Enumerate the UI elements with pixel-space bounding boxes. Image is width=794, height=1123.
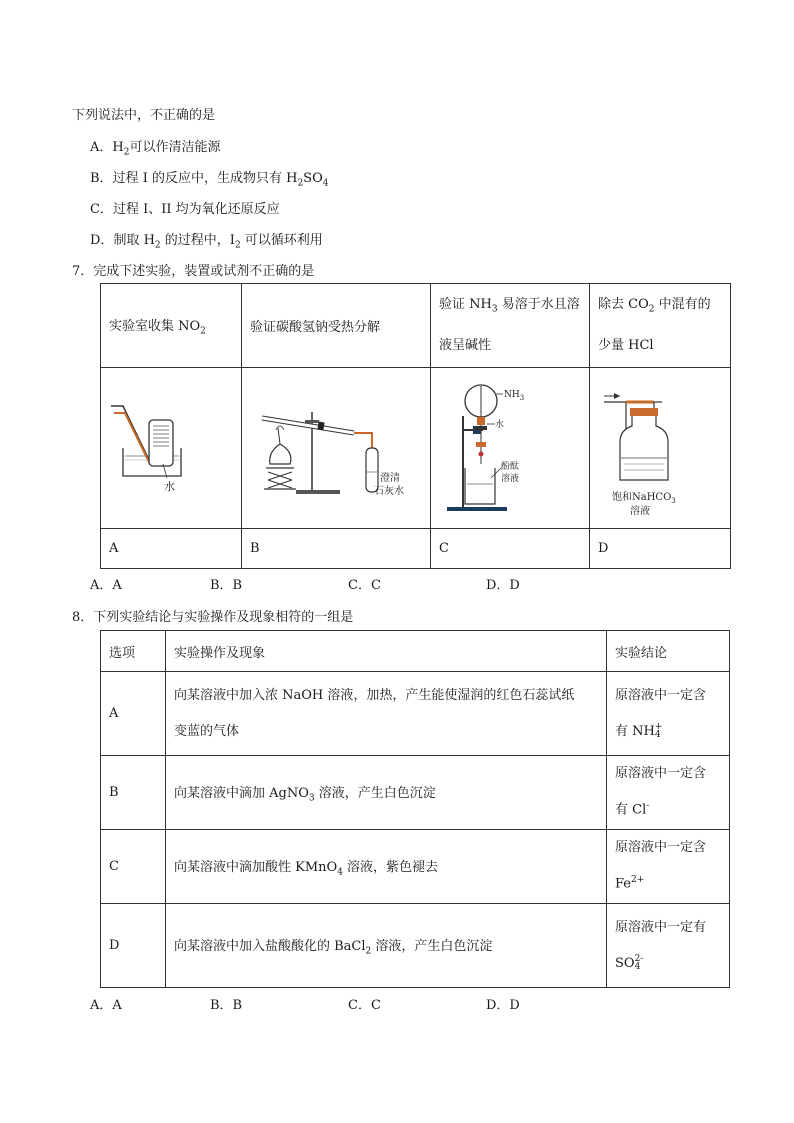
q6-option-b: B．过程 I 的反应中，生成物只有 $H_2SO_4$ <box>90 171 329 189</box>
q7-answer-c[interactable]: C．C <box>348 578 381 593</box>
label-water-a: 水 <box>164 480 175 493</box>
nahco3-decomposition-apparatus <box>242 368 430 524</box>
no2-collection-apparatus <box>101 368 241 524</box>
q7-header-d: 除去 $CO_2$ 中混有的 少量 HCl <box>590 284 731 368</box>
q7-letter-b: B <box>242 529 431 569</box>
q7-answer-a[interactable]: A．A <box>90 578 122 593</box>
q6-stem: 下列说法中，不正确的是 <box>72 108 216 123</box>
label-saturated-nahco3: 饱和NaHCO$_3$ <box>612 492 676 505</box>
label-solution-d: 溶液 <box>630 506 650 517</box>
q8-row-b-option: B <box>101 756 166 830</box>
gas-washing-bottle <box>590 368 730 524</box>
table-row <box>101 830 730 904</box>
q8-answer-a[interactable]: A．A <box>90 998 122 1013</box>
q8-row-d-conclusion: 原溶液中一定有 SO2- 4 <box>607 904 730 988</box>
q8-row-a-operation: 向某溶液中加入浓 NaOH 溶液，加热，产生能使湿润的红色石蕊试纸 变蓝的气体 <box>166 672 607 756</box>
q8-header-conclusion: 实验结论 <box>607 631 730 672</box>
q8-row-d-operation: 向某溶液中加入盐酸酸化的 BaCl$_2$ 溶液，产生白色沉淀 <box>166 904 607 988</box>
q7-letter-a: A <box>101 529 242 569</box>
q8-answer-b[interactable]: B．B <box>210 998 243 1013</box>
q7-letter-d: D <box>590 529 731 569</box>
q8-answer-c[interactable]: C．C <box>348 998 381 1013</box>
q8-row-a-option: A <box>101 672 166 756</box>
q7-table <box>100 283 731 569</box>
q8-stem: 8．下列实验结论与实验操作及现象相符的一组是 <box>72 610 354 625</box>
label-phenolphthalein-1: 酚酞 <box>501 462 520 472</box>
label-nh3: $NH_3$ <box>504 390 525 402</box>
q8-row-c-operation: 向某溶液中滴加酸性 KMnO$_4$ 溶液，紫色褪去 <box>166 830 607 904</box>
q8-header-option: 选项 <box>101 631 166 672</box>
q7-answer-b[interactable]: B．B <box>210 578 243 593</box>
q8-row-b-operation: 向某溶液中滴加 AgNO$_3$ 溶液，产生白色沉淀 <box>166 756 607 830</box>
q7-header-a: 实验室收集 $NO_2$ <box>101 284 242 368</box>
q7-stem: 7．完成下述实验，装置或试剂不正确的是 <box>72 264 315 279</box>
q6-option-c: C．过程 I、II 均为氧化还原反应 <box>90 202 280 217</box>
q7-figure-b <box>242 368 431 529</box>
label-phenolphthalein-2: 溶液 <box>501 474 520 484</box>
q7-figure-c <box>431 368 590 529</box>
q8-answer-d[interactable]: D．D <box>486 998 520 1013</box>
q6-option-a: A．$H_2$可以作清洁能源 <box>90 140 221 158</box>
table-row <box>101 756 730 830</box>
q8-row-c-option: C <box>101 830 166 904</box>
q8-header-operation: 实验操作及现象 <box>166 631 607 672</box>
q8-row-b-conclusion: 原溶液中一定含 有 Cl- <box>607 756 730 830</box>
table-row <box>101 904 730 988</box>
q8-row-d-option: D <box>101 904 166 988</box>
q8-row-a-conclusion: 原溶液中一定含 有 NH+ 4 <box>607 672 730 756</box>
label-water-c: 水 <box>495 420 505 430</box>
ammonia-fountain-apparatus <box>431 368 589 524</box>
q7-answer-d[interactable]: D．D <box>486 578 520 593</box>
q7-figure-d <box>590 368 731 529</box>
label-limewater-2: 石灰水 <box>374 486 404 497</box>
q8-row-c-conclusion: 原溶液中一定含 $Fe^{2+}$ <box>607 830 730 904</box>
q8-table <box>100 630 730 988</box>
q6-option-d: D．制取 $H_2$ 的过程中，$I_2$ 可以循环利用 <box>90 233 323 251</box>
q7-figure-a <box>101 368 242 529</box>
q7-header-b: 验证碳酸氢钠受热分解 <box>242 284 431 368</box>
q7-letter-c: C <box>431 529 590 569</box>
q7-header-c: 验证 $NH_3$ 易溶于水且溶 液呈碱性 <box>431 284 590 368</box>
label-limewater-1: 澄清 <box>380 473 400 484</box>
table-row <box>101 672 730 756</box>
